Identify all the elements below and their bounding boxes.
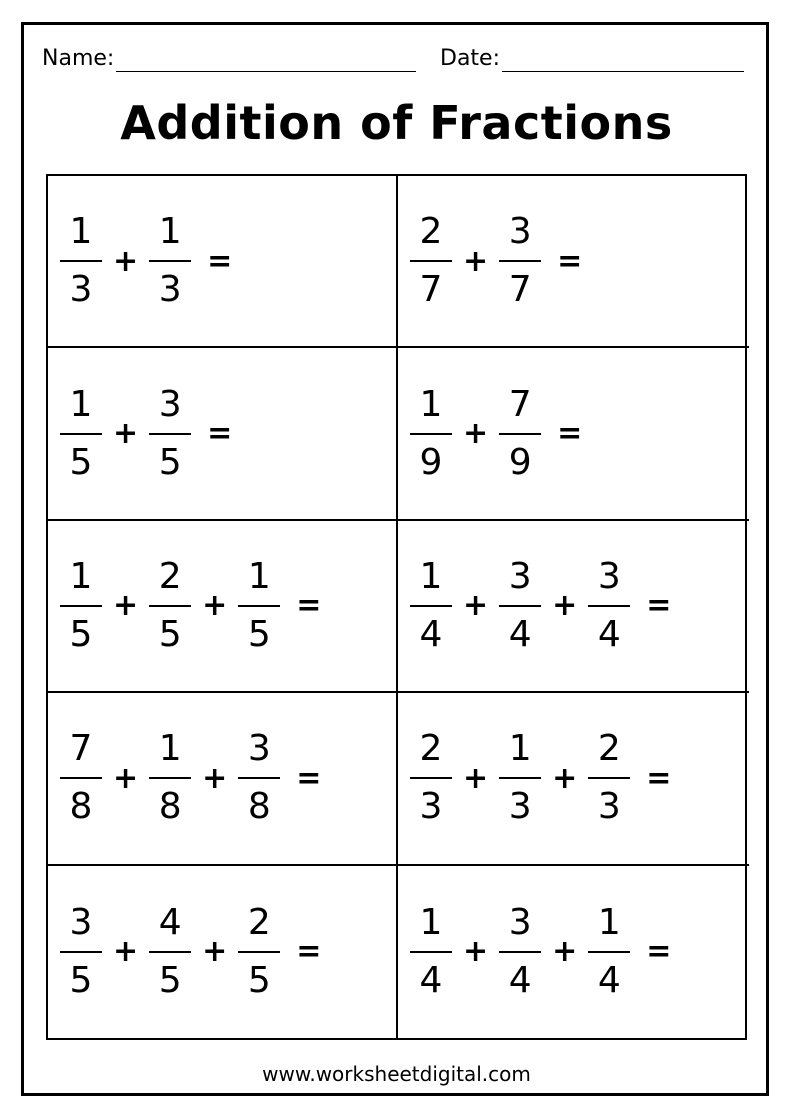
date-label: Date: bbox=[440, 46, 500, 71]
fraction-bar bbox=[238, 777, 280, 779]
fraction-expression bbox=[60, 903, 321, 1001]
fraction bbox=[499, 212, 541, 310]
fraction bbox=[499, 729, 541, 827]
plus-sign: + bbox=[113, 243, 139, 279]
fraction bbox=[588, 557, 630, 655]
numerator: 1 bbox=[158, 211, 182, 253]
equals-sign: = bbox=[557, 243, 583, 279]
denominator: 4 bbox=[597, 959, 621, 1001]
plus-sign: + bbox=[463, 416, 489, 452]
denominator: 7 bbox=[508, 269, 532, 311]
numerator: 2 bbox=[247, 901, 271, 943]
fraction bbox=[149, 212, 191, 310]
fraction bbox=[410, 212, 452, 310]
fraction-bar bbox=[499, 777, 541, 779]
denominator: 5 bbox=[247, 959, 271, 1001]
fraction bbox=[410, 729, 452, 827]
numerator: 3 bbox=[69, 901, 93, 943]
fraction bbox=[410, 385, 452, 483]
fraction bbox=[410, 557, 452, 655]
name-blank[interactable] bbox=[116, 51, 416, 72]
numerator: 3 bbox=[158, 383, 182, 425]
numerator: 2 bbox=[419, 211, 443, 253]
plus-sign: + bbox=[463, 934, 489, 970]
date-field[interactable] bbox=[440, 46, 744, 72]
denominator: 3 bbox=[597, 786, 621, 828]
denominator: 5 bbox=[158, 959, 182, 1001]
denominator: 8 bbox=[69, 786, 93, 828]
fraction-bar bbox=[149, 605, 191, 607]
fraction bbox=[588, 729, 630, 827]
fraction-bar bbox=[149, 951, 191, 953]
fraction-expression bbox=[60, 729, 321, 827]
denominator: 3 bbox=[158, 269, 182, 311]
plus-sign: + bbox=[113, 760, 139, 796]
fraction bbox=[60, 729, 102, 827]
fraction bbox=[238, 557, 280, 655]
denominator: 4 bbox=[508, 959, 532, 1001]
problem-cell bbox=[48, 348, 398, 520]
fraction-bar bbox=[149, 433, 191, 435]
fraction bbox=[499, 903, 541, 1001]
numerator: 3 bbox=[508, 211, 532, 253]
fraction-bar bbox=[238, 605, 280, 607]
fraction-bar bbox=[60, 433, 102, 435]
fraction-expression bbox=[410, 212, 582, 310]
numerator: 1 bbox=[158, 728, 182, 770]
equals-sign: = bbox=[646, 934, 672, 970]
plus-sign: + bbox=[463, 760, 489, 796]
fraction bbox=[60, 557, 102, 655]
fraction-expression bbox=[60, 557, 321, 655]
fraction-expression bbox=[410, 729, 671, 827]
fraction-bar bbox=[60, 951, 102, 953]
problem-cell bbox=[398, 348, 749, 520]
numerator: 3 bbox=[247, 728, 271, 770]
fraction-bar bbox=[60, 260, 102, 262]
fraction-bar bbox=[588, 777, 630, 779]
numerator: 3 bbox=[508, 901, 532, 943]
plus-sign: + bbox=[552, 760, 578, 796]
fraction-bar bbox=[238, 951, 280, 953]
fraction bbox=[588, 903, 630, 1001]
denominator: 8 bbox=[247, 786, 271, 828]
problem-cell bbox=[48, 693, 398, 865]
fraction-bar bbox=[410, 777, 452, 779]
fraction-expression bbox=[410, 385, 582, 483]
numerator: 1 bbox=[419, 383, 443, 425]
plus-sign: + bbox=[113, 416, 139, 452]
equals-sign: = bbox=[296, 588, 322, 624]
fraction bbox=[499, 557, 541, 655]
name-label: Name: bbox=[42, 46, 115, 71]
numerator: 7 bbox=[508, 383, 532, 425]
numerator: 2 bbox=[419, 728, 443, 770]
numerator: 3 bbox=[508, 555, 532, 597]
fraction-bar bbox=[588, 951, 630, 953]
numerator: 1 bbox=[69, 383, 93, 425]
problem-cell bbox=[48, 521, 398, 693]
denominator: 3 bbox=[508, 786, 532, 828]
name-field[interactable] bbox=[42, 46, 416, 72]
numerator: 2 bbox=[158, 555, 182, 597]
footer-url: www.worksheetdigital.com bbox=[262, 1062, 531, 1086]
fraction-bar bbox=[588, 605, 630, 607]
equals-sign: = bbox=[646, 760, 672, 796]
fraction bbox=[238, 729, 280, 827]
fraction bbox=[149, 729, 191, 827]
numerator: 1 bbox=[597, 901, 621, 943]
fraction bbox=[238, 903, 280, 1001]
fraction-bar bbox=[499, 433, 541, 435]
fraction bbox=[149, 557, 191, 655]
plus-sign: + bbox=[202, 760, 228, 796]
problem-cell bbox=[398, 176, 749, 348]
denominator: 5 bbox=[247, 613, 271, 655]
denominator: 9 bbox=[508, 441, 532, 483]
date-blank[interactable] bbox=[502, 51, 744, 72]
plus-sign: + bbox=[113, 588, 139, 624]
numerator: 1 bbox=[69, 555, 93, 597]
fraction-expression bbox=[60, 385, 232, 483]
fraction-bar bbox=[410, 605, 452, 607]
fraction-bar bbox=[410, 433, 452, 435]
fraction bbox=[60, 212, 102, 310]
denominator: 4 bbox=[508, 613, 532, 655]
numerator: 3 bbox=[597, 555, 621, 597]
plus-sign: + bbox=[552, 934, 578, 970]
fraction-bar bbox=[60, 777, 102, 779]
fraction bbox=[149, 903, 191, 1001]
fraction bbox=[410, 903, 452, 1001]
equals-sign: = bbox=[646, 588, 672, 624]
plus-sign: + bbox=[202, 934, 228, 970]
denominator: 9 bbox=[419, 441, 443, 483]
equals-sign: = bbox=[557, 416, 583, 452]
fraction bbox=[149, 385, 191, 483]
problem-cell bbox=[398, 693, 749, 865]
fraction-bar bbox=[499, 951, 541, 953]
problem-cell bbox=[48, 176, 398, 348]
numerator: 7 bbox=[69, 728, 93, 770]
fraction bbox=[499, 385, 541, 483]
numerator: 1 bbox=[419, 901, 443, 943]
problem-cell bbox=[48, 866, 398, 1038]
denominator: 3 bbox=[419, 786, 443, 828]
fraction-expression bbox=[60, 212, 232, 310]
numerator: 1 bbox=[247, 555, 271, 597]
fraction bbox=[60, 385, 102, 483]
fraction-bar bbox=[60, 605, 102, 607]
denominator: 5 bbox=[69, 613, 93, 655]
problem-cell bbox=[398, 866, 749, 1038]
fraction-bar bbox=[410, 260, 452, 262]
numerator: 4 bbox=[158, 901, 182, 943]
fraction-bar bbox=[149, 260, 191, 262]
denominator: 5 bbox=[69, 959, 93, 1001]
numerator: 2 bbox=[597, 728, 621, 770]
denominator: 4 bbox=[419, 959, 443, 1001]
denominator: 5 bbox=[158, 441, 182, 483]
denominator: 4 bbox=[419, 613, 443, 655]
denominator: 7 bbox=[419, 269, 443, 311]
problem-grid bbox=[46, 174, 747, 1040]
plus-sign: + bbox=[113, 934, 139, 970]
fraction-bar bbox=[149, 777, 191, 779]
plus-sign: + bbox=[552, 588, 578, 624]
equals-sign: = bbox=[207, 243, 233, 279]
fraction-bar bbox=[499, 605, 541, 607]
denominator: 5 bbox=[69, 441, 93, 483]
fraction-expression bbox=[410, 557, 671, 655]
problem-cell bbox=[398, 521, 749, 693]
plus-sign: + bbox=[463, 243, 489, 279]
plus-sign: + bbox=[202, 588, 228, 624]
plus-sign: + bbox=[463, 588, 489, 624]
worksheet-title: Addition of Fractions bbox=[120, 96, 673, 150]
fraction-bar bbox=[499, 260, 541, 262]
denominator: 3 bbox=[69, 269, 93, 311]
numerator: 1 bbox=[419, 555, 443, 597]
fraction bbox=[60, 903, 102, 1001]
fraction-expression bbox=[410, 903, 671, 1001]
numerator: 1 bbox=[69, 211, 93, 253]
numerator: 1 bbox=[508, 728, 532, 770]
equals-sign: = bbox=[207, 416, 233, 452]
equals-sign: = bbox=[296, 934, 322, 970]
fraction-bar bbox=[410, 951, 452, 953]
denominator: 8 bbox=[158, 786, 182, 828]
denominator: 5 bbox=[158, 613, 182, 655]
denominator: 4 bbox=[597, 613, 621, 655]
equals-sign: = bbox=[296, 760, 322, 796]
